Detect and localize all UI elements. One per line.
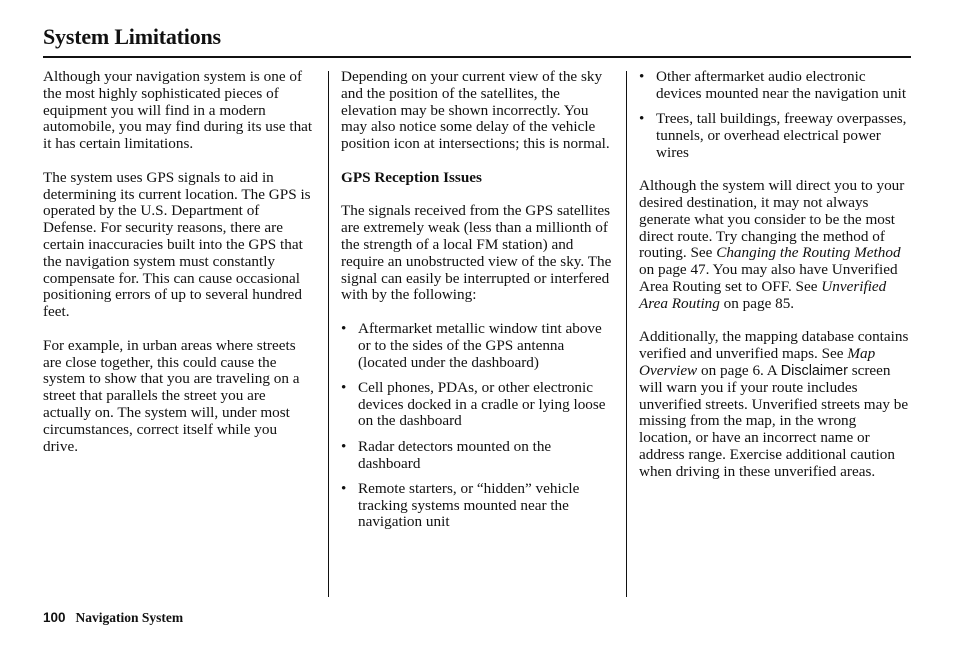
column-1 <box>43 69 315 472</box>
bullet-list <box>639 69 911 161</box>
text: Although the system will direct you to your desired destination, it may not always generate what you consider to be the most direct route. Try changing the method of routing. See <box>639 177 905 262</box>
text: on page 47. You may also have Unverified Area Routing set to OFF. See <box>639 261 898 296</box>
cross-reference: Unverified Area Routing <box>639 278 887 312</box>
cross-reference: Changing the Routing Method <box>716 244 901 262</box>
list-item: • Other aftermarket audio electronic devices mounted near the navigation unit <box>639 69 911 103</box>
footer-label: Navigation System <box>75 610 184 625</box>
list-item: • Trees, tall buildings, freeway overpasses, tunnels, or overhead electrical power wires <box>639 111 911 161</box>
text: Additionally, the mapping database contains verified and unverified maps. See <box>639 328 909 363</box>
list-item: • Cell phones, PDAs, or other electronic devices docked in a cradle or lying loose on the dashboard <box>341 380 613 430</box>
column-divider-2 <box>626 71 627 597</box>
paragraph: Although your navigation system is one of the most highly sophisticated pieces of equipment you will find in a modern automobile, you may find during its use that it has certain limitations. <box>43 68 313 153</box>
text: screen will warn you if your route includes unverified streets. Unverified streets may be missing from the map, in the wrong location, or have an incorrect name or address range. Exercise additional caution when driving in these unverified areas. <box>639 362 909 480</box>
paragraph: Depending on your current view of the sky and the position of the satellites, the elevation may be shown incorrectly. You may also notice some delay of the vehicle position icon at intersections; this is normal. <box>341 68 610 153</box>
column-2 <box>341 69 613 548</box>
list-item: • Aftermarket metallic window tint above or to the sides of the GPS antenna (located under the dashboard) <box>341 321 613 371</box>
text: on page 6. A <box>697 362 781 380</box>
page-footer <box>43 610 183 626</box>
screen-name: Disclaimer <box>780 363 848 380</box>
paragraph: The system uses GPS signals to aid in determining its current location. The GPS is operated by the U.S. Department of Defense. For security reasons, there are certain inaccuracies built into the GPS that the navigation system must constantly compensate for. This can cause occasional positioning errors of up to several hundred feet. <box>43 168 311 321</box>
column-3 <box>639 69 911 497</box>
paragraph: The signals received from the GPS satellites are extremely weak (less than a millionth of the strength of a local FM station) and require an unobstructed view of the sky. The signal can easily be interrupted or interfered with by the following: <box>341 202 612 304</box>
paragraph <box>639 178 911 312</box>
paragraph <box>639 329 911 480</box>
title-divider <box>43 56 911 58</box>
paragraph: For example, in urban areas where streets are close together, this could cause the system to show that you are traveling on a street that parallels the street you are actually on. The system will, under most circumstances, correct itself while you drive. <box>43 336 300 455</box>
cross-reference: Map Overview <box>639 345 876 380</box>
list-item: • Remote starters, or “hidden” vehicle tracking systems mounted near the navigation unit <box>341 481 613 531</box>
page-title: System Limitations <box>43 24 221 49</box>
column-divider-1 <box>328 71 329 597</box>
page-number: 100 <box>43 610 66 625</box>
bullet-list <box>341 321 613 531</box>
list-item: • Radar detectors mounted on the dashboard <box>341 439 613 473</box>
section-heading: GPS Reception Issues <box>341 168 482 186</box>
text: on page 85. <box>719 294 795 312</box>
